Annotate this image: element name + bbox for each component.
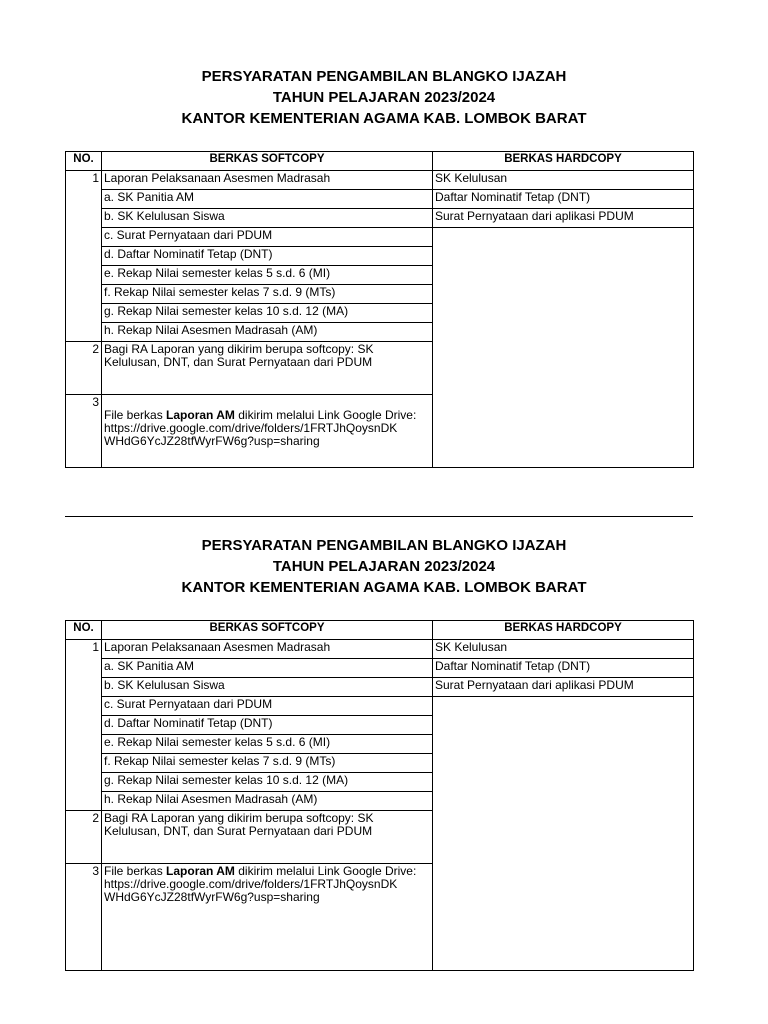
hardcopy-empty-cell — [433, 697, 694, 971]
table-row — [66, 209, 694, 228]
table-row — [66, 171, 694, 190]
drive-text-after: dikirim melalui Link Google Drive: — [234, 864, 417, 878]
softcopy-item: e. Rekap Nilai semester kelas 5 s.d. 6 (MI) — [102, 735, 433, 754]
softcopy-item: g. Rekap Nilai semester kelas 10 s.d. 12 (MA) — [102, 773, 433, 792]
hardcopy-item: Daftar Nominatif Tetap (DNT) — [433, 190, 694, 209]
header-softcopy: BERKAS SOFTCOPY — [102, 621, 433, 640]
hardcopy-item: Daftar Nominatif Tetap (DNT) — [433, 659, 694, 678]
drive-text-before: File berkas — [104, 864, 167, 878]
softcopy-item: b. SK Kelulusan Siswa — [102, 678, 433, 697]
drive-link-line-2[interactable]: WHdG6YcJZ28tfWyrFW6g?usp=sharing — [104, 890, 320, 904]
title-line-3: KANTOR KEMENTERIAN AGAMA KAB. LOMBOK BARAT — [181, 110, 587, 127]
drive-link-cell — [102, 395, 433, 468]
hardcopy-item: Surat Pernyataan dari aplikasi PDUM — [433, 209, 694, 228]
title-line-1: PERSYARATAN PENGAMBILAN BLANGKO IJAZAH — [201, 68, 567, 85]
softcopy-note: Bagi RA Laporan yang dikirim berupa softcopy: SK Kelulusan, DNT, dan Surat Pernyataan dari PDUM — [102, 342, 433, 395]
softcopy-item: d. Daftar Nominatif Tetap (DNT) — [102, 247, 433, 266]
softcopy-item: e. Rekap Nilai semester kelas 5 s.d. 6 (MI) — [102, 266, 433, 285]
requirements-table — [65, 620, 694, 971]
softcopy-item: f. Rekap Nilai semester kelas 7 s.d. 9 (MTs) — [102, 285, 433, 304]
softcopy-item: c. Surat Pernyataan dari PDUM — [102, 697, 433, 716]
title-line-2: TAHUN PELAJARAN 2023/2024 — [272, 89, 496, 106]
softcopy-item: Laporan Pelaksanaan Asesmen Madrasah — [102, 171, 433, 190]
softcopy-item: Laporan Pelaksanaan Asesmen Madrasah — [102, 640, 433, 659]
drive-text-bold: Laporan AM — [166, 408, 235, 422]
table-row — [66, 190, 694, 209]
drive-link-line-1[interactable]: https://drive.google.com/drive/folders/1FRTJhQoysnDK — [104, 877, 398, 891]
row-number: 1 — [66, 171, 102, 342]
table-header-row — [66, 621, 694, 640]
title-line-1: PERSYARATAN PENGAMBILAN BLANGKO IJAZAH — [201, 537, 567, 554]
table-row — [66, 697, 694, 716]
hardcopy-empty-cell — [433, 228, 694, 468]
row-number: 2 — [66, 342, 102, 395]
drive-text-bold: Laporan AM — [166, 864, 235, 878]
hardcopy-item: SK Kelulusan — [433, 171, 694, 190]
drive-link-cell — [102, 864, 433, 971]
table-row — [66, 678, 694, 697]
header-hardcopy: BERKAS HARDCOPY — [433, 152, 694, 171]
document-title-block — [0, 535, 768, 598]
drive-link-line-2[interactable]: WHdG6YcJZ28tfWyrFW6g?usp=sharing — [104, 434, 320, 448]
row-number: 1 — [66, 640, 102, 811]
drive-text-before: File berkas — [104, 408, 167, 422]
document-title-block — [0, 66, 768, 129]
softcopy-item: b. SK Kelulusan Siswa — [102, 209, 433, 228]
softcopy-item: h. Rekap Nilai Asesmen Madrasah (AM) — [102, 323, 433, 342]
row-number: 3 — [66, 395, 102, 468]
table-row — [66, 659, 694, 678]
hardcopy-item: SK Kelulusan — [433, 640, 694, 659]
softcopy-item: g. Rekap Nilai semester kelas 10 s.d. 12 (MA) — [102, 304, 433, 323]
requirements-section-2 — [0, 535, 768, 904]
softcopy-item: a. SK Panitia AM — [102, 659, 433, 678]
row-number: 2 — [66, 811, 102, 864]
softcopy-note: Bagi RA Laporan yang dikirim berupa softcopy: SK Kelulusan, DNT, dan Surat Pernyataan dari PDUM — [102, 811, 433, 864]
softcopy-item: a. SK Panitia AM — [102, 190, 433, 209]
row-number: 3 — [66, 864, 102, 971]
header-softcopy: BERKAS SOFTCOPY — [102, 152, 433, 171]
header-no: NO. — [66, 152, 102, 171]
table-header-row — [66, 152, 694, 171]
table-row — [66, 228, 694, 247]
section-divider — [65, 516, 693, 517]
title-line-2: TAHUN PELAJARAN 2023/2024 — [272, 558, 496, 575]
hardcopy-item: Surat Pernyataan dari aplikasi PDUM — [433, 678, 694, 697]
softcopy-item: c. Surat Pernyataan dari PDUM — [102, 228, 433, 247]
softcopy-item: f. Rekap Nilai semester kelas 7 s.d. 9 (MTs) — [102, 754, 433, 773]
table-row — [66, 640, 694, 659]
header-no: NO. — [66, 621, 102, 640]
title-line-3: KANTOR KEMENTERIAN AGAMA KAB. LOMBOK BARAT — [181, 579, 587, 596]
requirements-table — [65, 151, 694, 468]
softcopy-item: d. Daftar Nominatif Tetap (DNT) — [102, 716, 433, 735]
header-hardcopy: BERKAS HARDCOPY — [433, 621, 694, 640]
requirements-section-1 — [0, 66, 768, 448]
drive-link-line-1[interactable]: https://drive.google.com/drive/folders/1FRTJhQoysnDK — [104, 421, 398, 435]
drive-text-after: dikirim melalui Link Google Drive: — [234, 408, 417, 422]
softcopy-item: h. Rekap Nilai Asesmen Madrasah (AM) — [102, 792, 433, 811]
